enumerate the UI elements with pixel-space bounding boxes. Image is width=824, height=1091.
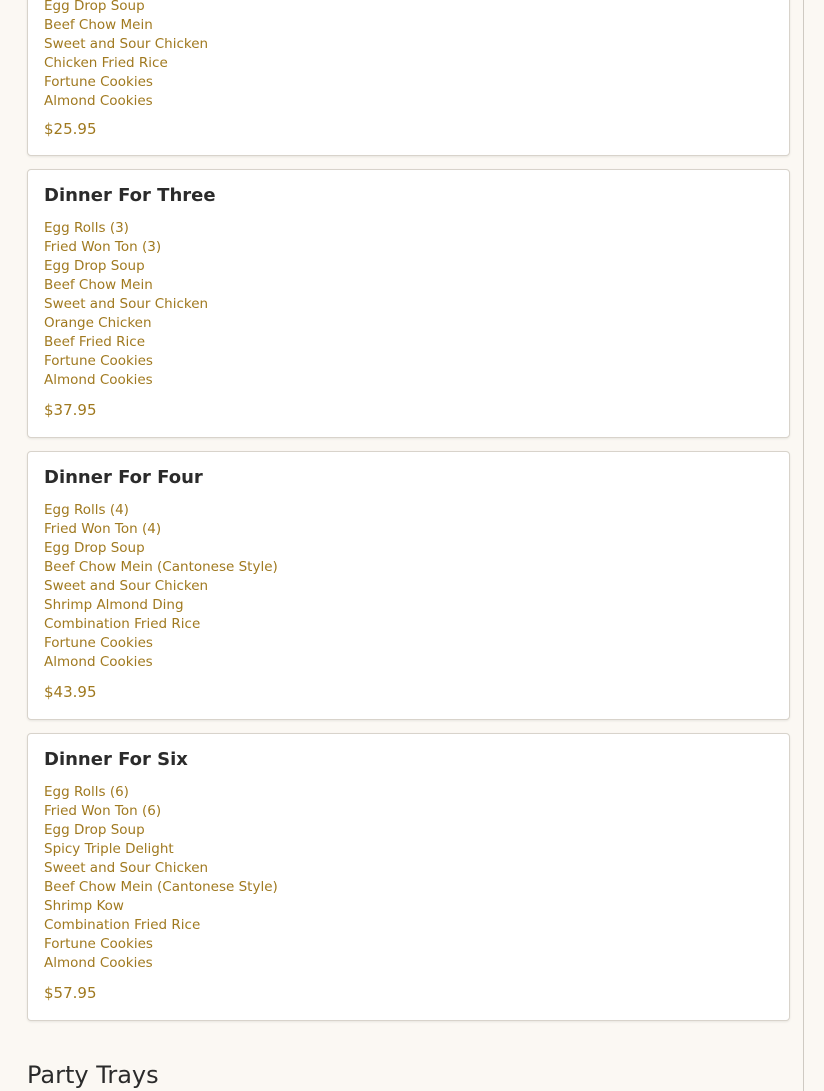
menu-item: Beef Chow Mein (Cantonese Style) <box>44 559 278 575</box>
menu-item: Fried Won Ton (6) <box>44 803 162 819</box>
menu-item: Combination Fried Rice <box>44 616 201 632</box>
menu-item: Fortune Cookies <box>44 74 153 90</box>
menu-item-list <box>44 501 278 672</box>
menu-item: Spicy Triple Delight <box>44 841 174 857</box>
menu-card-title: Dinner For Four <box>44 467 203 488</box>
menu-card-family-dinner[interactable] <box>27 0 790 156</box>
menu-item: Egg Drop Soup <box>44 0 145 14</box>
menu-item: Egg Rolls (6) <box>44 784 129 800</box>
menu-item: Egg Drop Soup <box>44 540 145 556</box>
menu-item: Egg Rolls (3) <box>44 220 129 236</box>
menu-item: Orange Chicken <box>44 315 152 331</box>
menu-item: Fortune Cookies <box>44 936 153 952</box>
menu-item: Shrimp Kow <box>44 898 124 914</box>
menu-item: Chicken Fried Rice <box>44 55 168 71</box>
menu-item: Almond Cookies <box>44 372 153 388</box>
menu-item-list <box>44 219 208 390</box>
menu-price: $43.95 <box>44 683 97 701</box>
menu-card-dinner-for-four[interactable] <box>27 451 790 720</box>
menu-card-dinner-for-three[interactable] <box>27 169 790 438</box>
menu-item: Sweet and Sour Chicken <box>44 578 209 594</box>
menu-item: Sweet and Sour Chicken <box>44 296 209 312</box>
menu-item: Sweet and Sour Chicken <box>44 860 209 876</box>
menu-price: $37.95 <box>44 401 97 419</box>
menu-price: $57.95 <box>44 984 97 1002</box>
menu-item: Fortune Cookies <box>44 353 153 369</box>
menu-item: Almond Cookies <box>44 93 153 109</box>
menu-item: Beef Chow Mein (Cantonese Style) <box>44 879 278 895</box>
menu-item-list <box>44 783 278 973</box>
menu-item: Fried Won Ton (4) <box>44 521 162 537</box>
menu-card-dinner-for-six[interactable] <box>27 733 790 1021</box>
menu-item-list <box>44 0 208 111</box>
menu-item: Fried Won Ton (3) <box>44 239 162 255</box>
menu-item: Almond Cookies <box>44 654 153 670</box>
menu-item: Fortune Cookies <box>44 635 153 651</box>
menu-item: Beef Fried Rice <box>44 334 146 350</box>
content-divider <box>803 0 804 1091</box>
menu-item: Egg Rolls (4) <box>44 502 129 518</box>
menu-item: Almond Cookies <box>44 955 153 971</box>
menu-item: Egg Drop Soup <box>44 822 145 838</box>
menu-card-title: Dinner For Three <box>44 185 216 206</box>
menu-item: Combination Fried Rice <box>44 917 201 933</box>
menu-item: Beef Chow Mein <box>44 277 153 293</box>
menu-item: Shrimp Almond Ding <box>44 597 184 613</box>
menu-price: $25.95 <box>44 120 97 138</box>
section-title-party-trays: Party Trays <box>27 1061 159 1089</box>
menu-card-title: Dinner For Six <box>44 749 188 770</box>
menu-item: Beef Chow Mein <box>44 17 153 33</box>
menu-item: Sweet and Sour Chicken <box>44 36 209 52</box>
menu-item: Egg Drop Soup <box>44 258 145 274</box>
